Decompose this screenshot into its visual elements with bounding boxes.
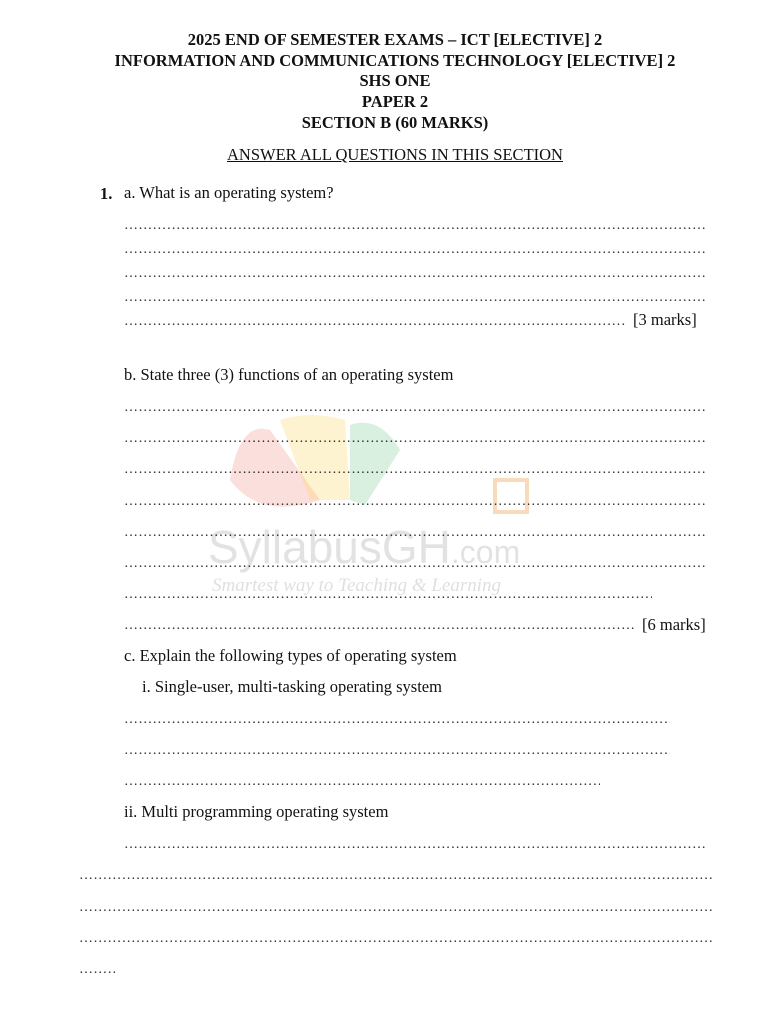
answer-line[interactable] (124, 462, 705, 478)
question-1c-ii-text: ii. Multi programming operating system (124, 802, 389, 821)
answer-line[interactable] (124, 218, 705, 234)
answer-line[interactable] (124, 400, 705, 416)
question-1a-text: a. What is an operating system? (124, 183, 334, 202)
class-level: SHS ONE (359, 71, 431, 90)
exam-title: 2025 END OF SEMESTER EXAMS – ICT [ELECTIVE] 2 (187, 30, 603, 49)
answer-line[interactable] (79, 931, 712, 947)
answer-line[interactable] (124, 242, 705, 258)
answer-line[interactable] (124, 431, 705, 447)
question-1b-text: b. State three (3) functions of an operating system (124, 365, 454, 384)
watermark-brand: SyllabusGH.com (208, 521, 521, 573)
answer-line[interactable] (79, 868, 712, 884)
section-title: SECTION B (60 MARKS) (301, 113, 489, 132)
instruction-text: ANSWER ALL QUESTIONS IN THIS SECTION (227, 145, 563, 164)
answer-line[interactable] (124, 494, 705, 510)
paper-number: PAPER 2 (361, 92, 429, 111)
answer-line[interactable] (124, 290, 705, 306)
answer-line[interactable] (124, 837, 705, 853)
question-1c-text: c. Explain the following types of operating system (124, 646, 457, 665)
answer-line[interactable] (124, 314, 626, 330)
watermark-tagline: Smartest way to Teaching & Learning (212, 575, 502, 596)
answer-line[interactable] (124, 556, 705, 572)
question-number: 1. (100, 184, 113, 203)
marks-1b: [6 marks] (642, 615, 706, 634)
answer-line[interactable] (124, 774, 600, 790)
answer-line[interactable] (124, 743, 670, 759)
answer-line[interactable] (124, 712, 670, 728)
question-1c-i-text: i. Single-user, multi-tasking operating system (142, 677, 442, 696)
subject-title: INFORMATION AND COMMUNICATIONS TECHNOLOGY [ELECTIVE] 2 (114, 51, 676, 70)
answer-line[interactable] (124, 587, 652, 603)
marks-1a: [3 marks] (633, 310, 697, 329)
answer-line[interactable] (79, 900, 712, 916)
answer-line[interactable] (124, 618, 636, 634)
answer-line[interactable] (124, 525, 705, 541)
answer-line[interactable] (124, 266, 705, 282)
answer-line[interactable] (79, 962, 115, 978)
